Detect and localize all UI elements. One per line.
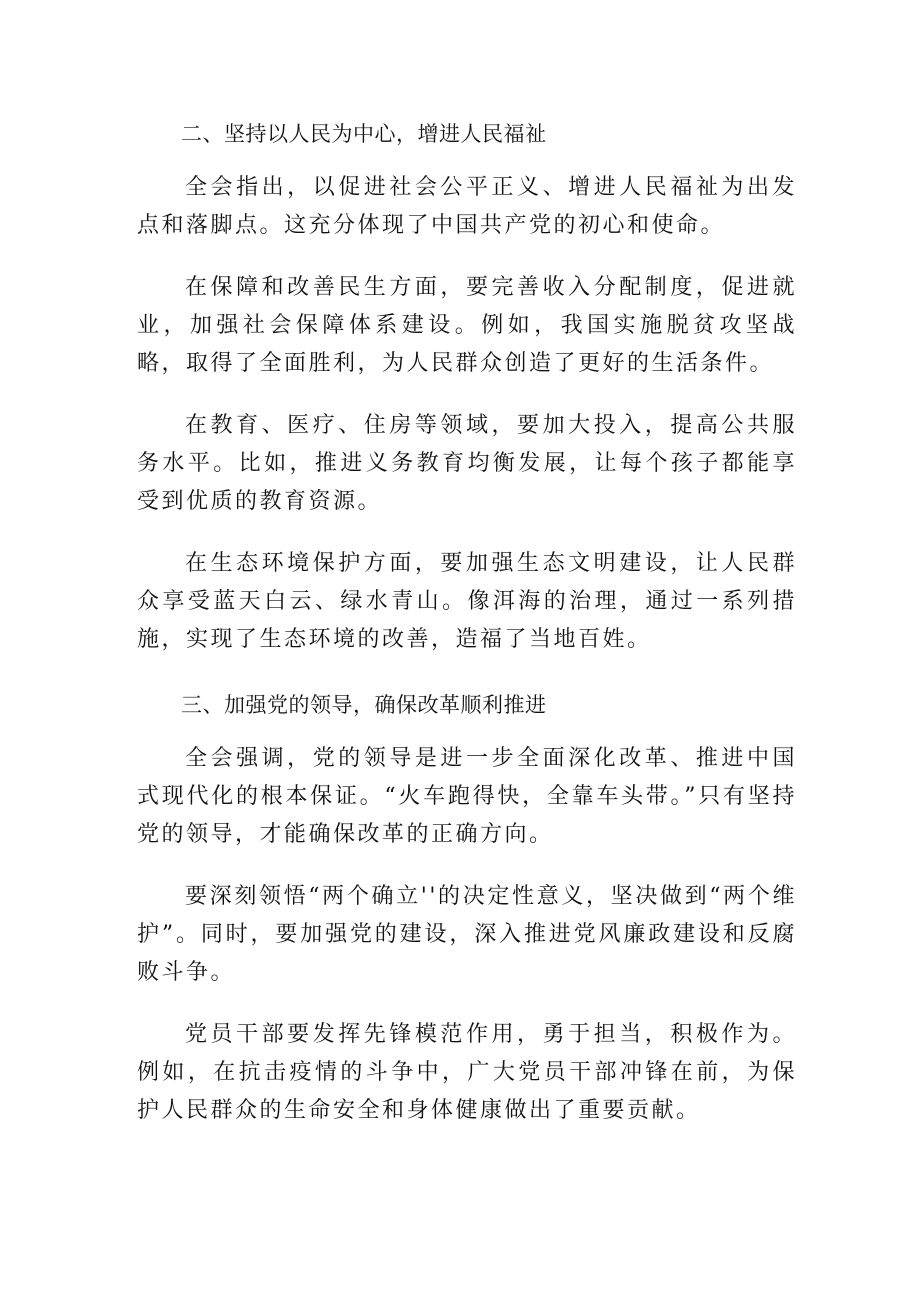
paragraph: 全会指出，以促进社会公平正义、增进人民福祉为出发点和落脚点。这充分体现了中国共产党的初心和使命。 [137,175,797,238]
paragraph: 在生态环境保护方面，要加强生态文明建设，让人民群众享受蓝天白云、绿水青山。像洱海的治理，通过一系列措施，实现了生态环境的改善，造福了当地百姓。 [137,551,797,652]
paragraph: 要深刻领悟“两个确立''的决定性意义，坚决做到“两个维护”。同时，要加强党的建设，深入推进党风廉政建设和反腐败斗争。 [137,884,797,985]
paragraph: 全会强调，党的领导是进一步全面深化改革、推进中国式现代化的根本保证。“火车跑得快，全靠车头带。”只有坚持党的领导，才能确保改革的正确方向。 [137,746,797,847]
paragraph: 在教育、医疗、住房等领域，要加大投入，提高公共服务水平。比如，推进义务教育均衡发展，让每个孩子都能享受到优质的教育资源。 [137,413,797,514]
section-heading-2: 二、坚持以人民为中心，增进人民福祉 [181,122,547,146]
paragraph: 党员干部要发挥先锋模范作用，勇于担当，积极作为。例如，在抗击疫情的斗争中，广大党员干部冲锋在前，为保护人民群众的生命安全和身体健康做出了重要贡献。 [137,1022,797,1123]
paragraph: 在保障和改善民生方面，要完善收入分配制度，促进就业，加强社会保障体系建设。例如，我国实施脱贫攻坚战略，取得了全面胜利，为人民群众创造了更好的生活条件。 [137,275,797,376]
section-heading-3: 三、加强党的领导，确保改革顺利推进 [181,693,547,717]
document-body [137,112,797,1154]
